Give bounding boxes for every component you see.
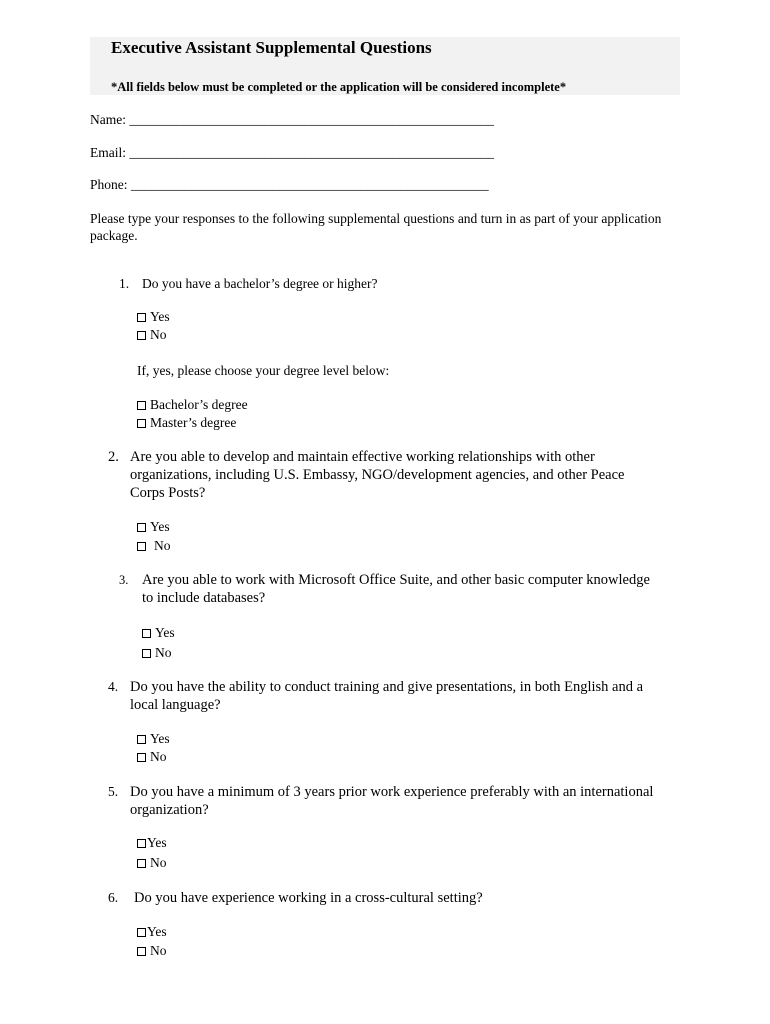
question-2-number: 2.: [108, 449, 119, 465]
question-3-number: 3.: [119, 573, 129, 587]
name-field[interactable]: Name: ______________________________________________________: [90, 112, 494, 127]
question-5-number: 5.: [108, 784, 119, 799]
checkbox-icon[interactable]: [137, 753, 146, 762]
question-1-number: 1.: [119, 276, 130, 291]
checkbox-icon[interactable]: [137, 401, 146, 410]
q6-yes-option[interactable]: Yes: [137, 924, 167, 940]
question-1-followup: If, yes, please choose your degree level below:: [137, 363, 390, 378]
checkbox-icon[interactable]: [142, 629, 151, 638]
checkbox-icon[interactable]: [137, 523, 146, 532]
q6-no-option[interactable]: No: [137, 943, 167, 959]
q1-masters-option[interactable]: Master’s degree: [137, 415, 236, 431]
question-5-line-1: Do you have a minimum of 3 years prior work experience preferably with an international: [130, 784, 654, 800]
q3-no-option[interactable]: No: [142, 645, 172, 661]
checkbox-icon[interactable]: [142, 649, 151, 658]
question-5-line-2: organization?: [130, 802, 209, 818]
question-6-number: 6.: [108, 890, 119, 905]
checkbox-icon[interactable]: [137, 839, 146, 848]
q4-no-option[interactable]: No: [137, 749, 167, 765]
question-4-number: 4.: [108, 679, 119, 694]
checkbox-icon[interactable]: [137, 313, 146, 322]
question-2-line-1: Are you able to develop and maintain effective working relationships with other: [130, 449, 595, 465]
q1-bachelors-option[interactable]: Bachelor’s degree: [137, 397, 248, 413]
q2-yes-option[interactable]: Yes: [137, 519, 170, 535]
q5-yes-option[interactable]: Yes: [137, 835, 167, 851]
q5-no-option[interactable]: No: [137, 855, 167, 871]
question-3-line-2: to include databases?: [142, 590, 266, 606]
question-3-line-1: Are you able to work with Microsoft Office Suite, and other basic computer knowledge: [142, 572, 650, 588]
q1-yes-option[interactable]: Yes: [137, 309, 170, 325]
phone-field[interactable]: Phone: _____________________________________________________: [90, 177, 489, 192]
email-field[interactable]: Email: ______________________________________________________: [90, 145, 494, 160]
page-title: Executive Assistant Supplemental Questions: [111, 38, 432, 57]
checkbox-icon[interactable]: [137, 947, 146, 956]
question-4-line-2: local language?: [130, 697, 221, 713]
checkbox-icon[interactable]: [137, 419, 146, 428]
question-2-line-3: Corps Posts?: [130, 485, 206, 501]
question-6-text: Do you have experience working in a cross-cultural setting?: [134, 890, 483, 906]
question-4-line-1: Do you have the ability to conduct training and give presentations, in both English and a: [130, 679, 644, 695]
q3-yes-option[interactable]: Yes: [142, 625, 175, 641]
checkbox-icon[interactable]: [137, 735, 146, 744]
required-notice: *All fields below must be completed or the application will be considered incomplete*: [111, 80, 567, 94]
q1-no-option[interactable]: No: [137, 327, 167, 343]
question-2-line-2: organizations, including U.S. Embassy, NGO/development agencies, and other Peace: [130, 467, 625, 483]
checkbox-icon[interactable]: [137, 542, 146, 551]
q2-no-option[interactable]: No: [137, 538, 171, 554]
checkbox-icon[interactable]: [137, 331, 146, 340]
question-1-text: Do you have a bachelor’s degree or higher?: [142, 276, 378, 291]
checkbox-icon[interactable]: [137, 928, 146, 937]
instructions-text: Please type your responses to the following supplemental questions and turn in as part of your application package.: [90, 211, 662, 243]
checkbox-icon[interactable]: [137, 859, 146, 868]
q4-yes-option[interactable]: Yes: [137, 731, 170, 747]
